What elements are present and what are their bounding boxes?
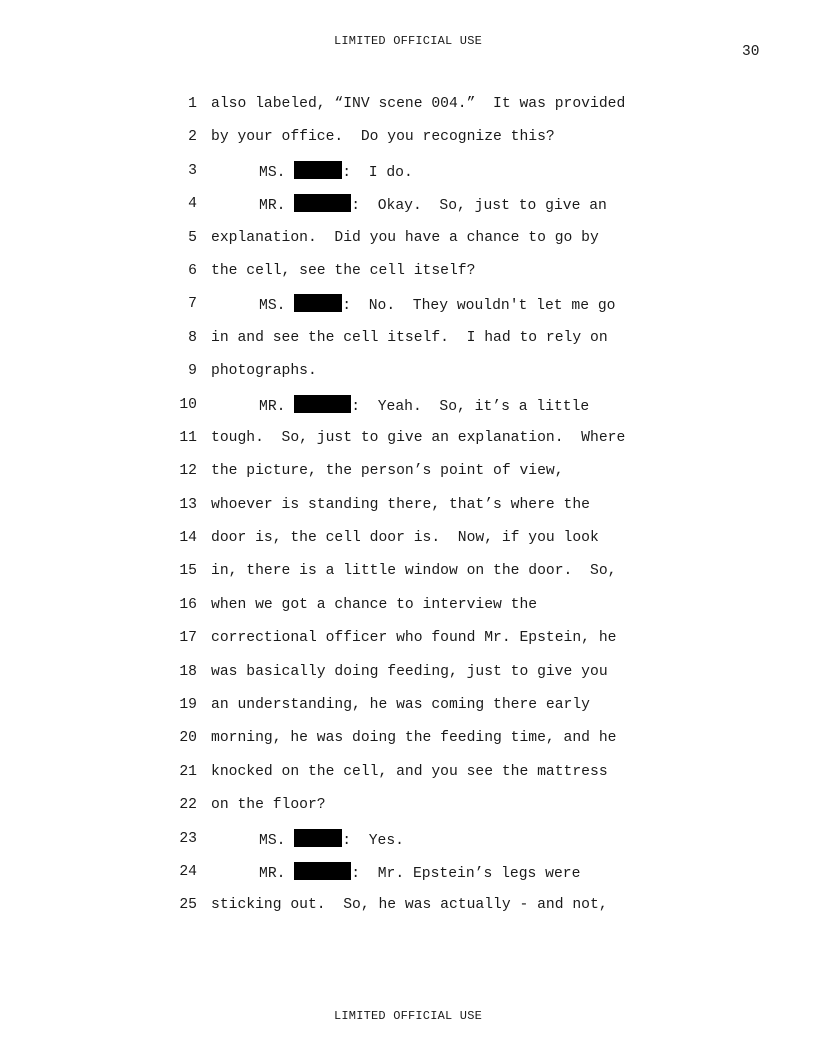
transcript-line [150,662,710,695]
line-number: 21 [179,763,197,780]
line-text: in and see the cell itself. I had to rely on [211,329,608,346]
transcript-line [150,228,710,261]
speaker-line [259,862,580,884]
transcript-line [150,361,710,394]
line-text: : Okay. So, just to give an [351,198,607,215]
line-number: 22 [179,797,197,814]
redaction-box [294,862,351,880]
transcript-body [150,94,710,929]
line-number: 15 [179,563,197,580]
line-text: door is, the cell door is. Now, if you look [211,530,599,547]
line-number: 24 [179,863,197,880]
transcript-line [150,862,710,895]
speaker-title: MS. [259,298,295,315]
transcript-line [150,194,710,227]
line-number: 3 [188,162,197,179]
line-number: 4 [188,196,197,213]
line-number: 1 [188,96,197,112]
redaction-box [294,161,342,179]
speaker-line [259,194,607,216]
redaction-box [294,829,342,847]
speaker-line [259,294,616,316]
redaction-box [294,294,342,312]
line-text: in, there is a little window on the door. So, [211,563,617,580]
line-number: 10 [179,396,197,413]
line-text: morning, he was doing the feeding time, and he [211,730,617,747]
line-text: photographs. [211,363,317,380]
transcript-line [150,395,710,428]
line-number: 19 [179,697,197,714]
line-number: 8 [188,329,197,346]
transcript-line [150,728,710,761]
transcript-line [150,161,710,194]
transcript-line [150,695,710,728]
line-text: correctional officer who found Mr. Epstein, he [211,630,617,647]
line-number: 13 [179,496,197,513]
line-number: 5 [188,229,197,246]
line-number: 20 [179,730,197,747]
line-number: 17 [179,630,197,647]
line-text: : Yeah. So, it’s a little [351,398,590,415]
line-text: by your office. Do you recognize this? [211,129,555,146]
page-footer-classification: LIMITED OFFICIAL USE [333,1009,483,1023]
line-number: 7 [188,296,197,313]
line-text: also labeled, “INV scene 004.” It was provided [211,96,626,112]
line-text: : Yes. [342,832,404,849]
line-text: whoever is standing there, that’s where the [211,496,590,513]
line-text: : No. They wouldn't let me go [342,298,616,315]
line-text: the cell, see the cell itself? [211,262,476,279]
page-header-classification: LIMITED OFFICIAL USE [333,34,483,48]
transcript-line [150,561,710,594]
transcript-line [150,628,710,661]
line-text: on the floor? [211,797,326,814]
speaker-title: MR. [259,865,295,882]
transcript-line [150,94,710,127]
line-text: when we got a chance to interview the [211,596,538,613]
speaker-title: MR. [259,398,295,415]
transcript-line [150,127,710,160]
transcript-line [150,595,710,628]
transcript-line [150,495,710,528]
transcript-line [150,795,710,828]
redaction-box [294,395,351,413]
line-number: 12 [179,463,197,480]
speaker-line [259,829,404,851]
speaker-line [259,395,589,417]
transcript-line [150,829,710,862]
speaker-line [259,161,413,183]
line-text: explanation. Did you have a chance to go by [211,229,599,246]
transcript-line [150,461,710,494]
transcript-line [150,528,710,561]
transcript-line [150,294,710,327]
line-number: 6 [188,262,197,279]
line-text: knocked on the cell, and you see the mattress [211,763,608,780]
transcript-line [150,428,710,461]
line-number: 11 [179,429,197,446]
transcript-line [150,328,710,361]
line-text: the picture, the person’s point of view, [211,463,564,480]
line-text: tough. So, just to give an explanation. Where [211,429,626,446]
line-text: was basically doing feeding, just to give you [211,663,608,680]
page-number: 30 [742,44,760,60]
line-number: 14 [179,530,197,547]
line-number: 18 [179,663,197,680]
speaker-title: MR. [259,198,295,215]
transcript-line [150,762,710,795]
transcript-line [150,895,710,928]
speaker-title: MS. [259,832,295,849]
line-number: 2 [188,129,197,146]
line-text: sticking out. So, he was actually - and not, [211,897,608,914]
line-number: 9 [188,363,197,380]
line-text: : Mr. Epstein’s legs were [351,865,581,882]
redaction-box [294,194,351,212]
line-number: 16 [179,596,197,613]
line-number: 25 [179,897,197,914]
transcript-line [150,261,710,294]
speaker-title: MS. [259,164,295,181]
line-text: : I do. [342,164,413,181]
line-number: 23 [179,830,197,847]
line-text: an understanding, he was coming there early [211,697,590,714]
